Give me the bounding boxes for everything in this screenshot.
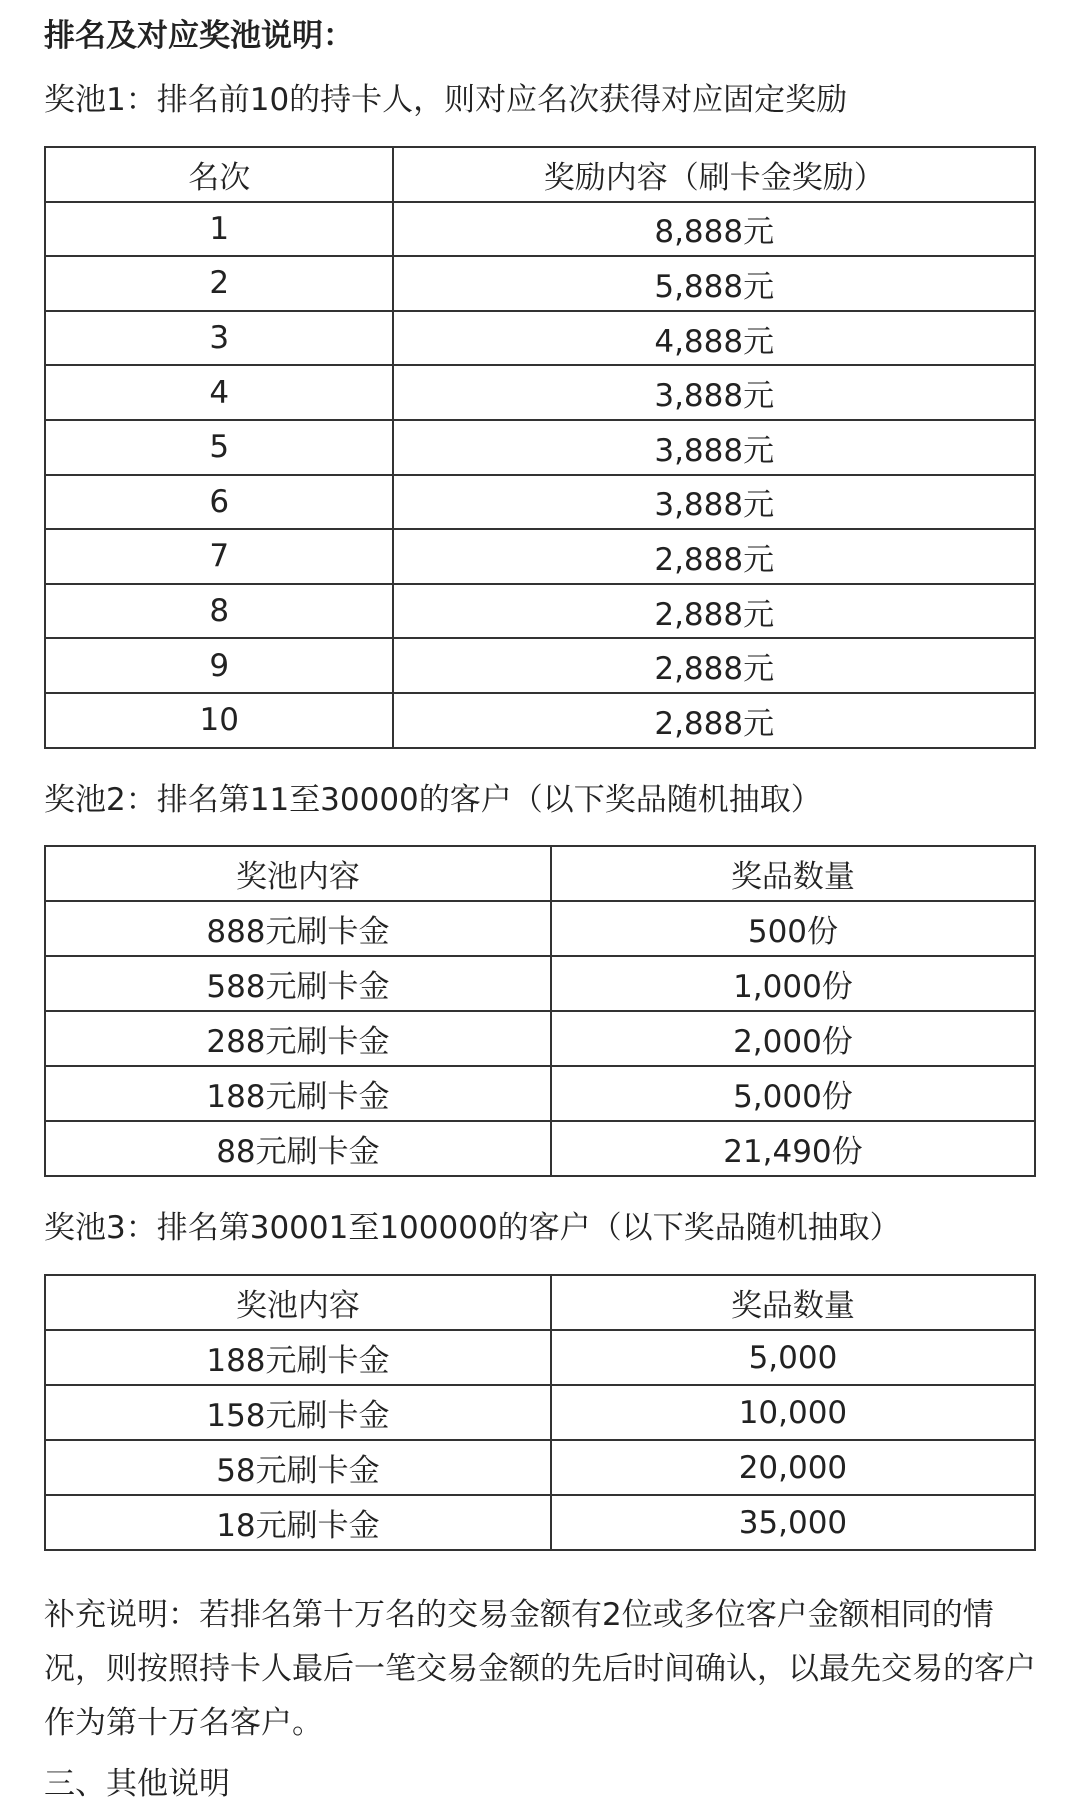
table-header-row — [45, 846, 1035, 901]
quantity-cell: 5,000份 — [551, 1066, 1035, 1121]
column-header-quantity: 奖品数量 — [551, 846, 1035, 901]
table-row — [45, 956, 1035, 1011]
pool1-title: 奖池1：排名前10的持卡人，则对应名次获得对应固定奖励 — [44, 82, 848, 118]
prize-cell: 888元刷卡金 — [45, 901, 551, 956]
rank-cell: 6 — [45, 475, 393, 530]
table-row — [45, 1121, 1035, 1176]
pool2-table — [44, 845, 1036, 1177]
table-row — [45, 693, 1035, 748]
prize-cell: 88元刷卡金 — [45, 1121, 551, 1176]
prize-cell: 188元刷卡金 — [45, 1330, 551, 1385]
table-row — [45, 638, 1035, 693]
prize-cell: 58元刷卡金 — [45, 1440, 551, 1495]
column-header-prize: 奖池内容 — [45, 1275, 551, 1330]
pool3-title: 奖池3：排名第30001至100000的客户（以下奖品随机抽取） — [44, 1210, 901, 1246]
prize-cell: 18元刷卡金 — [45, 1495, 551, 1550]
quantity-cell: 21,490份 — [551, 1121, 1035, 1176]
rank-cell: 8 — [45, 584, 393, 639]
reward-cell: 3,888元 — [393, 420, 1035, 475]
table-row — [45, 475, 1035, 530]
reward-cell: 8,888元 — [393, 202, 1035, 257]
rank-cell: 7 — [45, 529, 393, 584]
rank-cell: 2 — [45, 256, 393, 311]
table-row — [45, 365, 1035, 420]
quantity-cell: 1,000份 — [551, 956, 1035, 1011]
pool2-title: 奖池2：排名第11至30000的客户（以下奖品随机抽取） — [44, 782, 822, 818]
rank-cell: 3 — [45, 311, 393, 366]
rank-cell: 4 — [45, 365, 393, 420]
table-row — [45, 420, 1035, 475]
quantity-cell: 2,000份 — [551, 1011, 1035, 1066]
reward-cell: 3,888元 — [393, 365, 1035, 420]
column-header-reward: 奖励内容（刷卡金奖励） — [393, 147, 1035, 202]
supplementary-note: 补充说明：若排名第十万名的交易金额有2位或多位客户金额相同的情况，则按照持卡人最后一笔交易金额的先后时间确认，以最先交易的客户作为第十万名客户。 — [44, 1597, 1036, 1741]
rank-cell: 5 — [45, 420, 393, 475]
reward-cell: 2,888元 — [393, 693, 1035, 748]
quantity-cell: 35,000 — [551, 1495, 1035, 1550]
next-section-heading-cutoff — [44, 1746, 344, 1802]
table-header-row — [45, 147, 1035, 202]
column-header-rank: 名次 — [45, 147, 393, 202]
table-row — [45, 1385, 1035, 1440]
reward-cell: 2,888元 — [393, 638, 1035, 693]
reward-cell: 2,888元 — [393, 584, 1035, 639]
table-row — [45, 1440, 1035, 1495]
prize-cell: 288元刷卡金 — [45, 1011, 551, 1066]
pool3-table — [44, 1274, 1036, 1551]
next-section-heading: 三、其他说明 — [44, 1766, 230, 1802]
table-row — [45, 1330, 1035, 1385]
table-header-row — [45, 1275, 1035, 1330]
reward-cell: 5,888元 — [393, 256, 1035, 311]
table-row — [45, 1011, 1035, 1066]
quantity-cell: 20,000 — [551, 1440, 1035, 1495]
rank-cell: 10 — [45, 693, 393, 748]
rank-cell: 9 — [45, 638, 393, 693]
column-header-quantity: 奖品数量 — [551, 1275, 1035, 1330]
quantity-cell: 500份 — [551, 901, 1035, 956]
reward-cell: 4,888元 — [393, 311, 1035, 366]
table-row — [45, 529, 1035, 584]
prize-cell: 188元刷卡金 — [45, 1066, 551, 1121]
prize-cell: 158元刷卡金 — [45, 1385, 551, 1440]
table-row — [45, 202, 1035, 257]
quantity-cell: 10,000 — [551, 1385, 1035, 1440]
reward-cell: 3,888元 — [393, 475, 1035, 530]
table-row — [45, 1066, 1035, 1121]
table-row — [45, 584, 1035, 639]
pool1-table — [44, 146, 1036, 749]
rank-cell: 1 — [45, 202, 393, 257]
reward-cell: 2,888元 — [393, 529, 1035, 584]
table-row — [45, 256, 1035, 311]
table-row — [45, 1495, 1035, 1550]
table-row — [45, 901, 1035, 956]
page-title: 排名及对应奖池说明： — [44, 18, 354, 54]
prize-cell: 588元刷卡金 — [45, 956, 551, 1011]
column-header-prize: 奖池内容 — [45, 846, 551, 901]
quantity-cell: 5,000 — [551, 1330, 1035, 1385]
table-row — [45, 311, 1035, 366]
